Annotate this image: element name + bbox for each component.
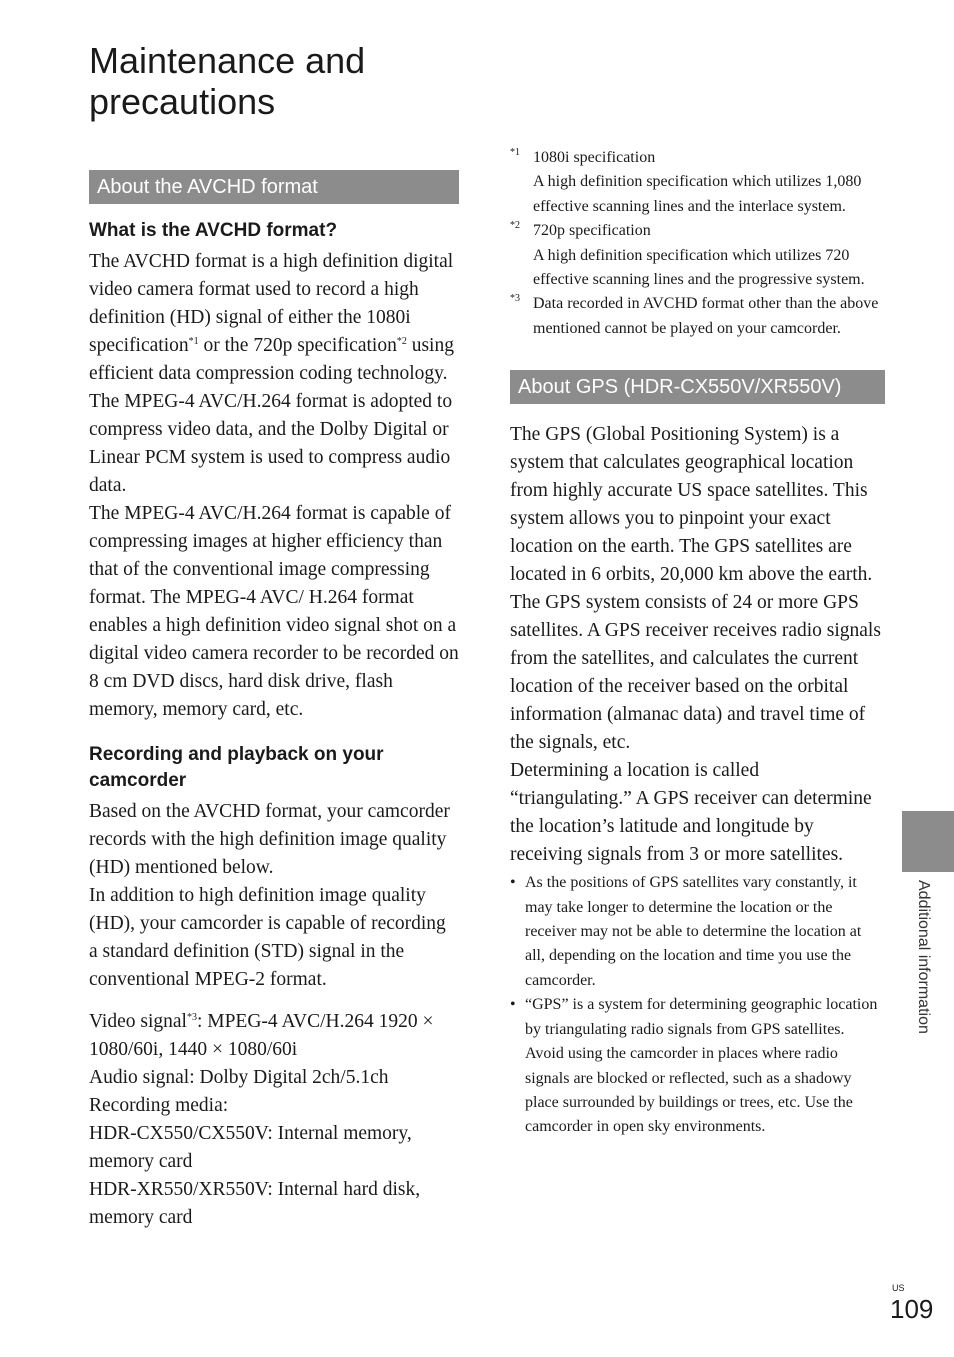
spec-xr-models: HDR-XR550/XR550V: Internal hard disk, memory card xyxy=(89,1179,421,1228)
footnote-mark: *2 xyxy=(510,220,520,232)
section-tab-marker xyxy=(902,811,954,872)
footnote-text: Data recorded in AVCHD format other than the above mentioned cannot be played on your camcorder. xyxy=(533,295,879,337)
right-column xyxy=(510,146,885,1140)
footnote-title: 720p specification xyxy=(533,222,651,240)
page-number: 109 xyxy=(890,1294,934,1324)
recording-body xyxy=(89,798,459,994)
page-title xyxy=(89,40,365,122)
section-heading-gps: About GPS (HDR-CX550V/XR550V) xyxy=(510,370,885,404)
spec-list xyxy=(89,1008,459,1232)
language-mark: US xyxy=(892,1283,905,1293)
spec-audio-signal: Audio signal: Dolby Digital 2ch/5.1ch xyxy=(89,1067,389,1088)
footnote-2 xyxy=(510,219,885,292)
page-title-line-1: Maintenance and xyxy=(89,40,366,81)
list-item: • As the positions of GPS satellites vary constantly, it may take longer to determine the location or the receiver may not be able to determine the location at all, depending on the location and time you use the camcorder. xyxy=(510,871,885,993)
list-item: • “GPS” is a system for determining geographic location by triangulating radio signals from GPS satellites. Avoid using the camcorder in places where radio signals are blocked or reflected, such as a shadowy place surrounded by buildings or trees, etc. Use the camcorder in open sky environments. xyxy=(510,993,885,1139)
avchd-paragraph-2: The MPEG-4 AVC/H.264 format is capable of compressing images at higher efficiency than that of the conventional image compressing format. The MPEG-4 AVC/ H.264 format enables a high definition video signal shot on a digital video camera recorder to be recorded on 8 cm DVD discs, hard disk drive, flash memory, memory card, etc. xyxy=(89,503,459,720)
bullet-icon: • xyxy=(510,996,516,1014)
gps-notes-list xyxy=(510,871,885,1139)
recording-paragraph-2: In addition to high definition image quality (HD), your camcorder is capable of recording a standard definition (STD) signal in the conventional MPEG-2 format. xyxy=(89,885,446,990)
gps-paragraph-1: The GPS (Global Positioning System) is a system that calculates geographical location from highly accurate US space satellites. This system allows you to pinpoint your exact location on the earth. The GPS satellites are located in 6 orbits, 20,000 km above the earth. The GPS system consists of 24 or more GPS satellites. A GPS receiver receives radio signals from the satellites, and calculates the current location of the receiver based on the orbital information (almanac data) and travel time of the signals, etc. xyxy=(510,424,881,754)
footnote-text: A high definition specification which utilizes 1,080 effective scanning lines and the interlace system. xyxy=(533,173,862,215)
subheading-what-is-avchd: What is the AVCHD format? xyxy=(89,220,338,241)
avchd-paragraph-1: The AVCHD format is a high definition digital video camera format used to record a high definition (HD) signal of either the 1080i specification$^{*1}$ or the 720p specification$^{*2}$ using efficient data compression coding technology. The MPEG-4 AVC/H.264 format is adopted to compress video data, and the Dolby Digital or Linear PCM system is used to compress audio data. xyxy=(89,251,454,496)
gps-body xyxy=(510,421,885,869)
side-section-label: Additional information xyxy=(915,880,932,1034)
gps-paragraph-2: Determining a location is called “triangulating.” A GPS receiver can determine the location’s latitude and longitude by receiving signals from 3 or more satellites. xyxy=(510,760,872,866)
left-column xyxy=(89,170,459,1232)
footnote-mark: *3 xyxy=(510,293,520,305)
footnote-1 xyxy=(510,146,885,219)
subheading-recording-playback: Recording and playback on your camcorder xyxy=(89,744,384,791)
avchd-body xyxy=(89,248,459,724)
spec-cx-models: HDR-CX550/CX550V: Internal memory, memory card xyxy=(89,1123,412,1172)
bullet-icon: • xyxy=(510,874,516,892)
footnote-title: 1080i specification xyxy=(533,149,656,166)
recording-paragraph-1: Based on the AVCHD format, your camcorder records with the high definition image quality (HD) mentioned below. xyxy=(89,801,450,878)
page-title-line-2: precautions xyxy=(89,81,276,122)
footnote-text: A high definition specification which utilizes 720 effective scanning lines and the progressive system. xyxy=(533,246,865,289)
section-heading-avchd: About the AVCHD format xyxy=(89,170,459,204)
footnote-mark: *1 xyxy=(510,147,520,158)
footnote-3 xyxy=(510,292,885,341)
spec-recording-media: Recording media: xyxy=(89,1095,229,1116)
spec-video-signal: Video signal$^{*3}$: MPEG-4 AVC/H.264 1920 × 1080/60i, 1440 × 1080/60i xyxy=(89,1011,434,1060)
